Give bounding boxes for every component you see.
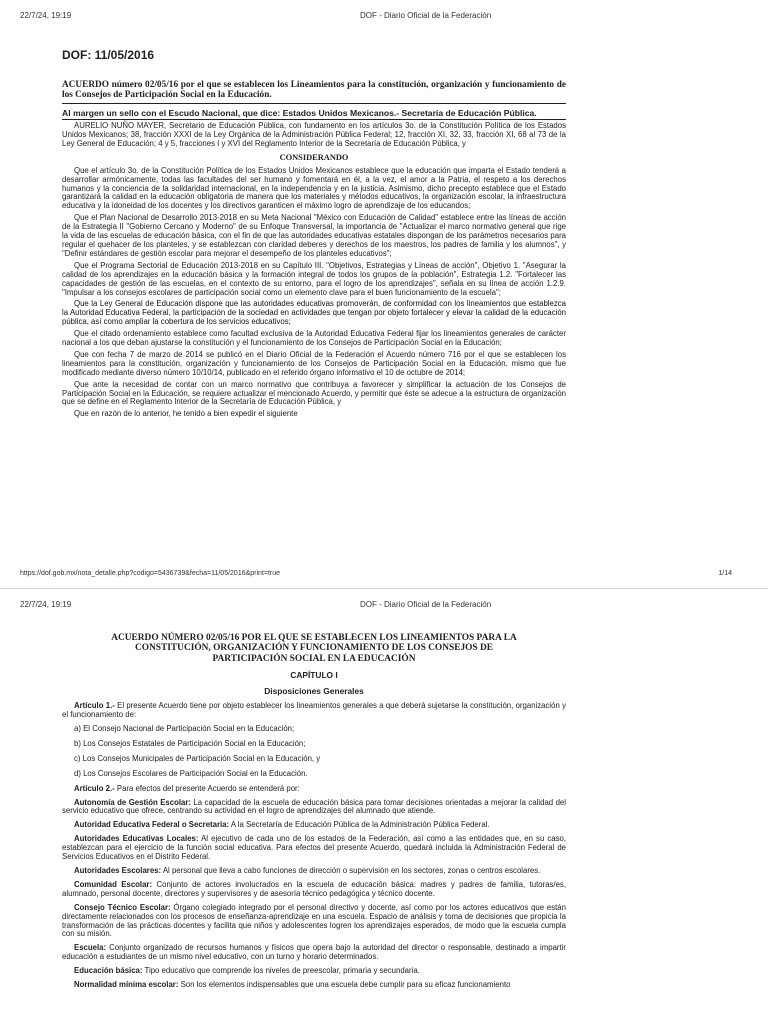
considerando-paragraph: Que el Programa Sectorial de Educación 2013-2018 en su Capítulo III. "Objetivos, Estrategias y Líneas de acción", Objetivo 1. "Asegurar la calidad de los aprendizajes en la educación básica y la formación integral de todos los grupos de la población", Estrategia 1.2. "Fortalecer las capacidades de gestión de las escuelas, en el contexto de su entorno, para el logro de los aprendizajes", señala en su línea de acción 1.2.9. "Impulsar a los consejos escolares de participación social como un elemento clave para el buen funcionamiento de la escuela"; [62, 260, 566, 297]
definition [62, 881, 566, 899]
considerando-paragraph: Que con fecha 7 de marzo de 2014 se publicó en el Diario Oficial de la Federación el Acuerdo número 716 por el que se establecen los lineamientos para la constitución, organización y funcionamiento de los Consejos de Participación Social en la Educación, mismo que fue modificado mediante diverso número 10/10/14, publicado en el referido órgano informativo el 10 de octubre de 2014; [62, 349, 566, 377]
definition-text: Órgano colegiado integrado por el personal directivo y docente, así como por los actores educativos que están directamente relacionados con los procesos de enseñanza-aprendizaje en una escuela. Espacio de análisis y toma de decisiones que propicia la transformación de las prácticas docentes y facilita que niños y adolescentes logren los aprendizajes esperados, de modo que la escuela cumpla con su misión. [62, 902, 566, 939]
considerando-paragraph: Que en razón de lo anterior, he tenido a bien expedir el siguiente [74, 409, 298, 419]
article-1-text: El presente Acuerdo tiene por objeto establecer los lineamientos generales a que deberá sujetarse la constitución, organización y el funcionamiento de: [62, 701, 566, 720]
definition-text: Son los elementos indispensables que una escuela debe cumplir para su eficaz funcionamiento [178, 980, 511, 990]
intro-paragraph: AURELIO NUÑO MAYER, Secretario de Educación Pública, con fundamento en los artículos 3o. de la Constitución Política de los Estados Unidos Mexicanos; 38, fracción XXXI de la Ley Orgánica de la Administración Pública Federal; 12, fracción XI, 32, 33, fracción XI, 68 al 73 de la Ley General de Educación; 4 y 5, fracciones I y XVI del Reglamento Interior de la Secretaría de Educación Pública, y [62, 121, 566, 148]
definition-term: Consejo Técnico Escolar: [74, 902, 171, 912]
chapter-title: Disposiciones Generales [264, 686, 364, 697]
definition [62, 867, 566, 876]
page-1-content [62, 48, 566, 422]
print-datetime: 22/7/24, 19:19 [20, 11, 72, 20]
print-url[interactable]: https://dof.gob.mx/nota_detalle.php?codigo=5436739&fecha=11/05/2016&print=true [20, 570, 281, 577]
definition-text: Conjunto organizado de recursos humanos y físicos que opera bajo la autoridad del director o responsable, destinado a impartir educación a estudiantes de un mismo nivel educativo, con un turno y horario determinados. [62, 943, 566, 962]
definition [62, 944, 566, 962]
article-2-text: Para efectos del presente Acuerdo se entenderá por: [114, 783, 300, 793]
print-datetime: 22/7/24, 19:19 [20, 600, 72, 609]
acuerdo-full-title: ACUERDO NÚMERO 02/05/16 POR EL QUE SE ESTABLECEN LOS LINEAMIENTOS PARA LA CONSTITUCIÓN, ORGANIZACIÓN Y FUNCIONAMIENTO DE LOS CONSEJOS DE PARTICIPACIÓN SOCIAL EN LA EDUCACIÓN [111, 633, 517, 664]
definition [62, 967, 566, 976]
chapter-heading: CAPÍTULO I [290, 670, 338, 681]
definition-term: Autoridades Educativas Locales: [74, 834, 199, 844]
document-page-2 [0, 588, 768, 1024]
definition [62, 835, 566, 862]
print-header [20, 600, 748, 612]
definition [62, 981, 566, 990]
considerando-paragraph: Que la Ley General de Educación dispone que las autoridades educativas promoverán, de conformidad con los lineamientos que establezca la Autoridad Educativa Federal, la participación de la sociedad en actividades que tengan por objeto fortalecer y elevar la calidad de la educación pública, así como ampliar la cobertura de los servicios educativos; [62, 299, 566, 327]
list-item: a) El Consejo Nacional de Participación Social en la Educación; [74, 724, 295, 734]
definition-text: A la Secretaría de Educación Pública de la Administración Pública Federal. [229, 820, 490, 830]
definition-text: Conjunto de actores involucrados en la escuela de educación básica: madres y padres de familia, tutoras/es, alumnado, personal docente, directores y supervisores y de asesoría técnico pedagógica y técnico docente. [62, 879, 566, 898]
acuerdo-title: ACUERDO número 02/05/16 por el que se establecen los Lineamientos para la constitución, organización y funcionamiento de los Consejos de Participación Social en la Educación. [62, 80, 566, 104]
list-item: b) Los Consejos Estatales de Participación Social en la Educación; [74, 738, 306, 748]
definition-term: Autoridades Escolares: [74, 866, 162, 875]
considerando-paragraph: Que el Plan Nacional de Desarrollo 2013-2018 en su Meta Nacional "México con Educación de Calidad" establece entre las líneas de acción de la Estrategia II "Gobierno Cercano y Moderno" de su Enfoque Transversal, la importancia de "Actualizar el marco normativo general que rige la vida de las escuelas de educación básica, con el fin de que las autoridades educativas estatales dispongan de los parámetros necesarios para regular el quehacer de los planteles, y se establezcan con claridad deberes y derechos de los maestros, los padres de familia y los alumnos", y "Definir estándares de gestión escolar para mejorar el desempeño de los planteles educativos"; [62, 213, 566, 258]
definition [62, 821, 566, 830]
considerando-paragraph: Que el citado ordenamiento establece como facultad exclusiva de la Autoridad Educativa Federal fijar los lineamientos generales de carácter nacional a los que deban ajustarse la constitución y el funcionamiento de los Consejos de Participación Social en la Educación; [62, 329, 566, 348]
definition-term: Normalidad mínima escolar: [74, 980, 179, 990]
print-footer [20, 570, 748, 577]
definition [62, 799, 566, 817]
definition-text: Al personal que lleva a cabo funciones de dirección o supervisión en los sectores, zonas o centros escolares. [161, 866, 541, 875]
print-site-title: DOF - Diario Oficial de la Federación [360, 11, 492, 20]
seal-note: Al margen un sello con el Escudo Nacional, que dice: Estados Unidos Mexicanos.- Secretaría de Educación Pública. [62, 108, 566, 120]
article-1-label: Artículo 1.- [74, 701, 115, 711]
article-1 [62, 702, 566, 720]
definition-term: Educación básica: [74, 966, 143, 976]
considerando-heading: CONSIDERANDO [279, 152, 349, 162]
page-2-content [62, 633, 566, 995]
list-item: d) Los Consejos Escolares de Participación Social en la Educación. [74, 768, 308, 778]
article-2-label: Artículo 2.- [74, 783, 115, 793]
print-header [20, 11, 748, 23]
article-2 [62, 785, 566, 794]
considerando-paragraph: Que el artículo 3o. de la Constitución Política de los Estados Unidos Mexicanos establece que la educación que imparta el Estado tenderá a desarrollar armónicamente, todas las facultades del ser humano y fomentará en él, a la vez, el amor a la Patria, el respeto a los derechos humanos y la conciencia de la solidaridad internacional, en la independencia y en la justicia. Asimismo, dicho precepto establece que el Estado garantizará la calidad en la educación obligatoria de manera que los materiales y métodos educativos, la organización escolar, la infraestructura educativa y la idoneidad de los docentes y los directivos garanticen el máximo logro de aprendizaje de los educandos; [62, 165, 566, 211]
definition [62, 904, 566, 940]
print-site-title: DOF - Diario Oficial de la Federación [360, 600, 492, 609]
print-page-number: 1/14 [718, 570, 732, 577]
definition-term: Comunidad Escolar: [74, 879, 153, 889]
definition-term: Escuela: [74, 943, 107, 953]
definition-term: Autonomía de Gestión Escolar: [74, 797, 191, 807]
list-item: c) Los Consejos Municipales de Participación Social en la Educación, y [74, 753, 321, 763]
definition-term: Autoridad Educativa Federal o Secretaría: [74, 820, 230, 830]
definition-text: Al ejecutivo de cada uno de los estados de la Federación, así como a las entidades que, en su caso, establezcan para el ejercicio de la función social educativa. Para efectos del presente Acuerdo, quedará incluida la Administración Federal de Servicios Educativos en el Distrito Federal. [62, 834, 567, 862]
considerando-paragraph: Que ante la necesidad de contar con un marco normativo que contribuya a favorecer y simplificar la actuación de los Consejos de Participación Social en la Educación, se requiere actualizar el mencionado Acuerdo, y permitir que éste se adecue a la estructura de organización que se define en el Reglamento Interior de la Secretaría de Educación Pública, y [62, 379, 566, 407]
definition-text: La capacidad de la escuela de educación básica para tomar decisiones orientadas a mejorar la calidad del servicio educativo que ofrece, centrando su actividad en el logro de aprendizajes del alumnado que atiende. [62, 797, 566, 816]
dof-date: DOF: 11/05/2016 [62, 48, 155, 62]
definition-text: Tipo educativo que comprende los niveles de preescolar, primaria y secundaria. [142, 966, 420, 976]
